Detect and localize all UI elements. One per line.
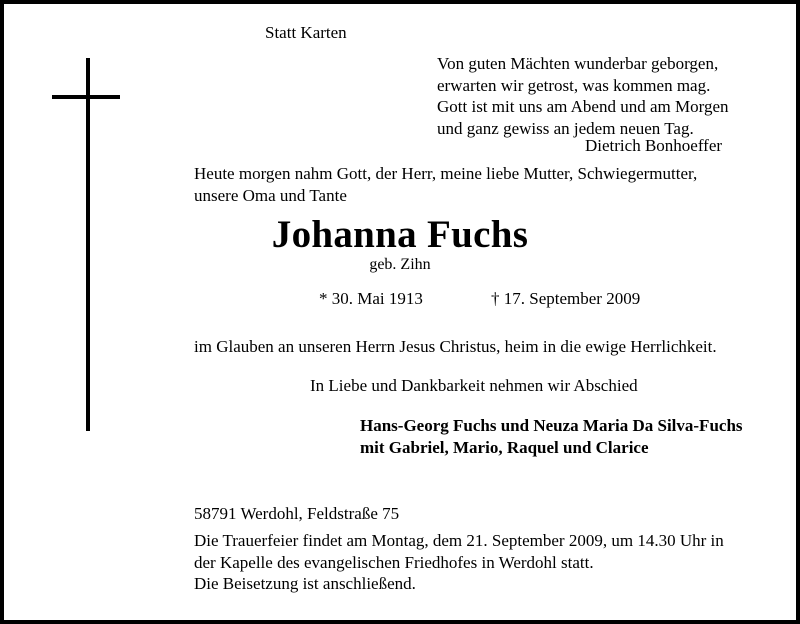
birth-name: geb. Zihn [369, 256, 431, 273]
address: 58791 Werdohl, Feldstraße 75 [194, 504, 400, 523]
faith-text: im Glauben an unseren Herrn Jesus Christus, heim in die ewige Herrlichkeit. [194, 337, 717, 356]
cross-horizontal-bar [52, 95, 120, 99]
death-date: † 17. September 2009 [491, 289, 641, 308]
poem-line: Gott ist mit uns am Abend und am Morgen [437, 97, 729, 116]
intro-text [194, 163, 697, 206]
intro-line: unsere Oma und Tante [194, 185, 347, 205]
birth-date: * 30. Mai 1913 [319, 289, 423, 308]
farewell-text: In Liebe und Dankbarkeit nehmen wir Abschied [310, 376, 638, 395]
deceased-name: Johanna Fuchs [271, 213, 529, 256]
obituary-card [4, 4, 796, 620]
ceremony-line: der Kapelle des evangelischen Friedhofes in Werdohl statt. [194, 552, 594, 572]
poem-line: und ganz gewiss an jedem neuen Tag. [437, 118, 694, 138]
family-line: mit Gabriel, Mario, Raquel und Clarice [360, 438, 649, 457]
statt-karten-label: Statt Karten [265, 23, 347, 42]
poem-line: erwarten wir getrost, was kommen mag. [437, 75, 711, 95]
ceremony-line: Die Trauerfeier findet am Montag, dem 21. September 2009, um 14.30 Uhr in [194, 531, 724, 550]
ceremony-info [194, 530, 724, 595]
ceremony-line: Die Beisetzung ist anschließend. [194, 574, 416, 593]
poem-line: Von guten Mächten wunderbar geborgen, [437, 54, 719, 73]
family-signature [360, 415, 743, 459]
family-line: Hans-Georg Fuchs und Neuza Maria Da Silva-Fuchs [360, 416, 743, 435]
intro-line: Heute morgen nahm Gott, der Herr, meine liebe Mutter, Schwiegermutter, [194, 164, 698, 183]
poem [437, 53, 729, 139]
poem-author: Dietrich Bonhoeffer [585, 136, 723, 155]
